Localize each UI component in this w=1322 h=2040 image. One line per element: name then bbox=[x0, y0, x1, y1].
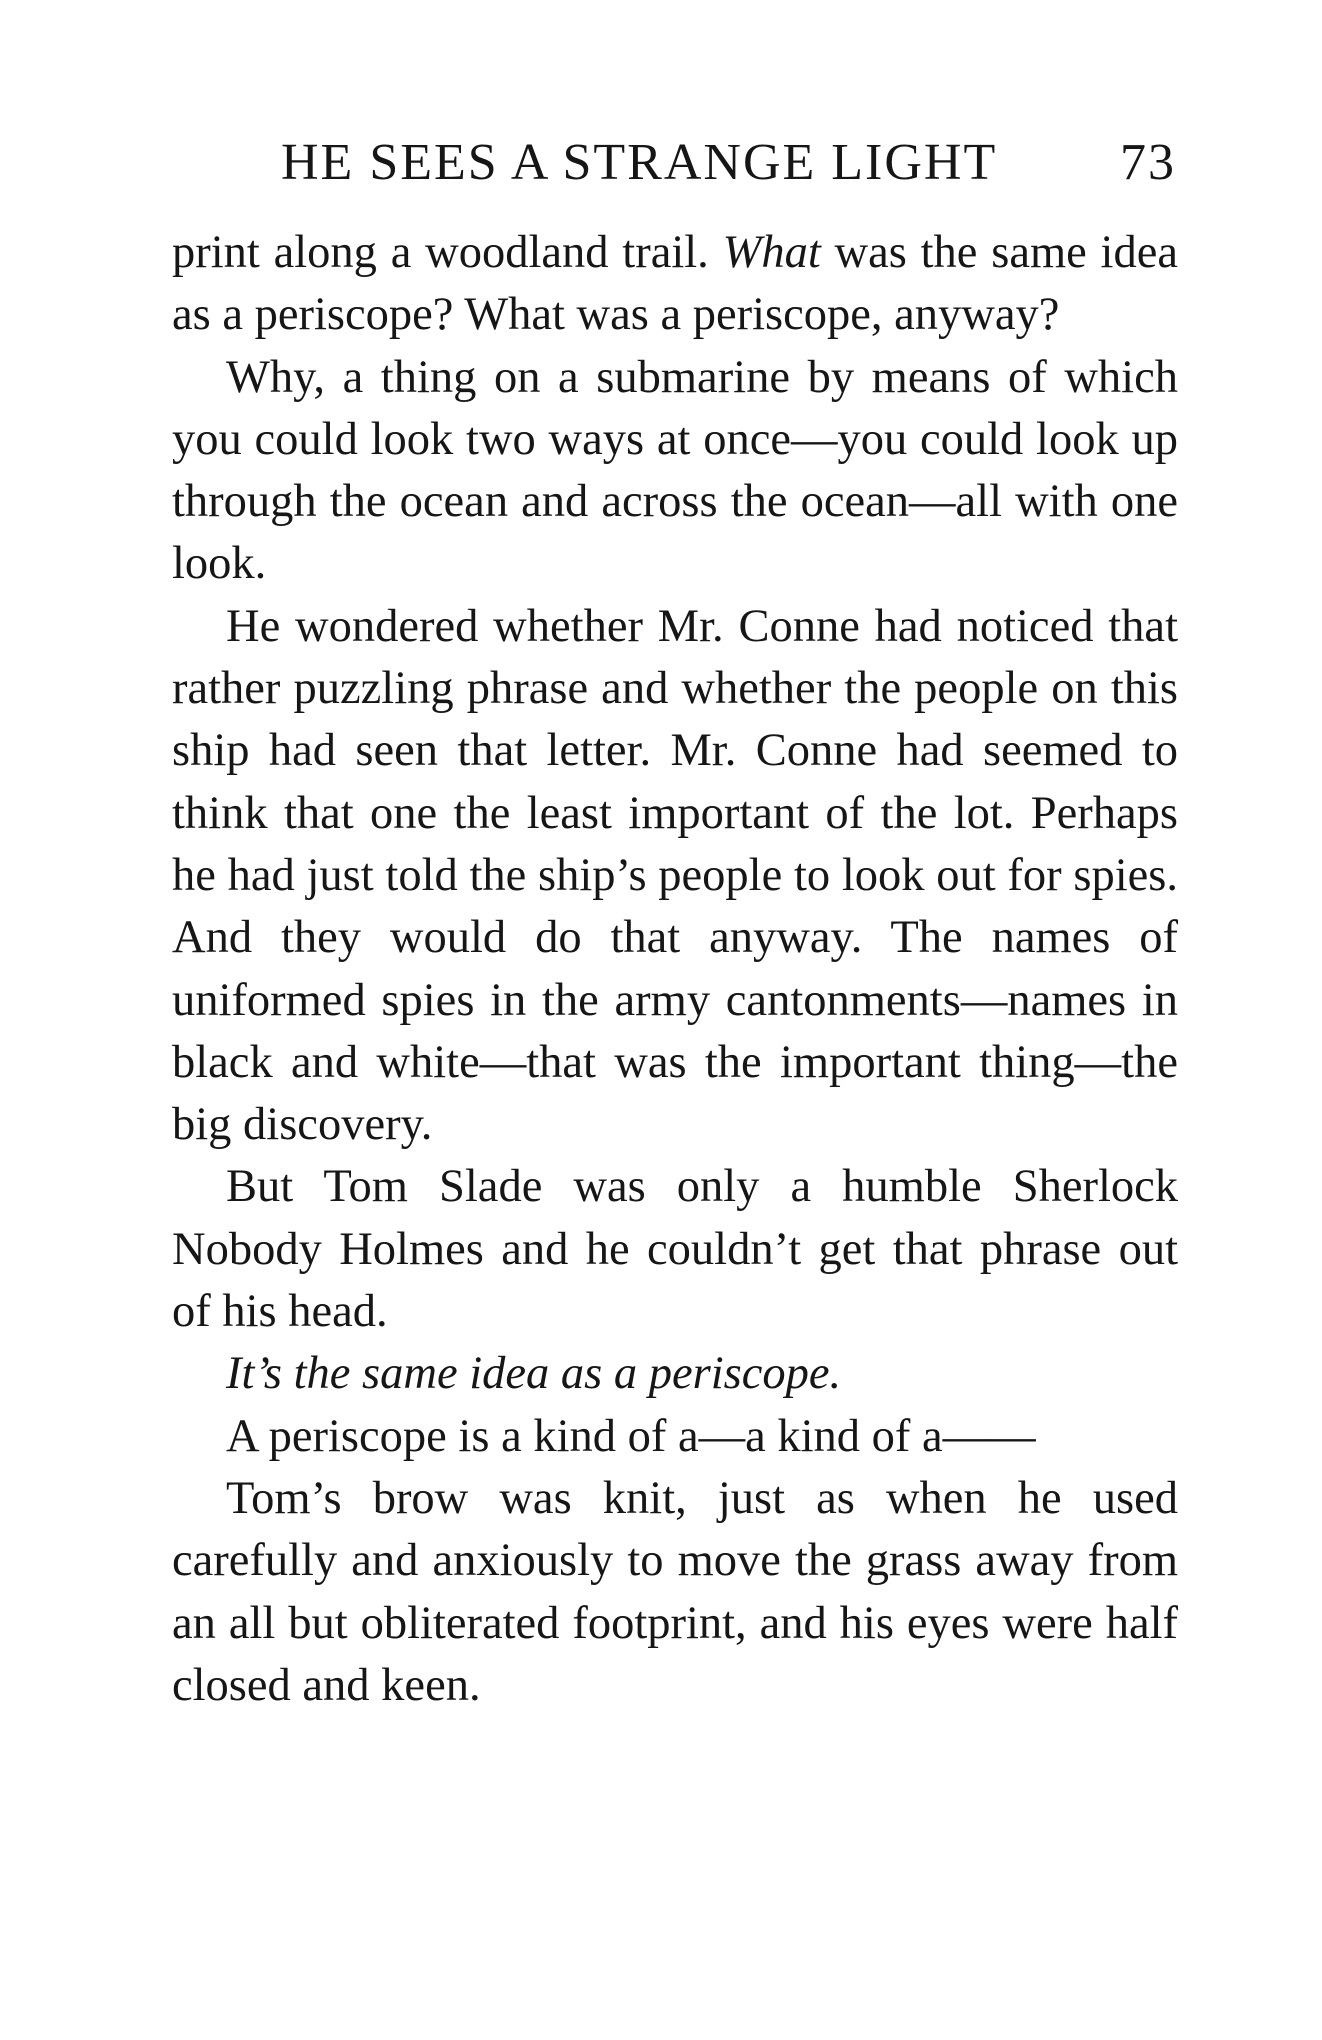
page-header bbox=[281, 128, 1176, 198]
paragraph-1 bbox=[172, 222, 1178, 347]
running-title: HE SEES A STRANGE LIGHT bbox=[281, 134, 998, 191]
body-text bbox=[172, 222, 1178, 1717]
paragraph-1-lead: print along a woodland trail. bbox=[172, 227, 723, 278]
paragraph-6: A periscope is a kind of a—a kind of a—— bbox=[226, 1410, 1036, 1462]
paragraph-4: But Tom Slade was only a humble Sherlock Nobody Holmes and he couldn’t get that phrase out of his head. bbox=[172, 1161, 1178, 1338]
paragraph-7: Tom’s brow was knit, just as when he used carefully and anxiously to move the grass away from an all but obliterated footprint, and his eyes were half closed and keen. bbox=[172, 1472, 1178, 1711]
page-number: 73 bbox=[1120, 134, 1176, 191]
paragraph-2: Why, a thing on a submarine by means of which you could look two ways at once—you could look up through the ocean and across the ocean—all with one look. bbox=[172, 351, 1178, 590]
paragraph-5-italic: It’s the same idea as a periscope. bbox=[226, 1348, 842, 1400]
paragraph-1-italic-word: What bbox=[722, 227, 821, 278]
paragraph-3: He wondered whether Mr. Conne had noticed that rather puzzling phrase and whether the people on this ship had seen that letter. Mr. Conne had seemed to think that one the least important of the lot. Perhaps he had just told the ship’s people to look out for spies. And they would do that anyway. The names of uniformed spies in the army cantonments—names in black and white—that was the important thing—the big discovery. bbox=[172, 600, 1178, 1151]
paragraph-1-rest: was the same idea as a periscope? What was a periscope, anyway? bbox=[172, 227, 1178, 341]
